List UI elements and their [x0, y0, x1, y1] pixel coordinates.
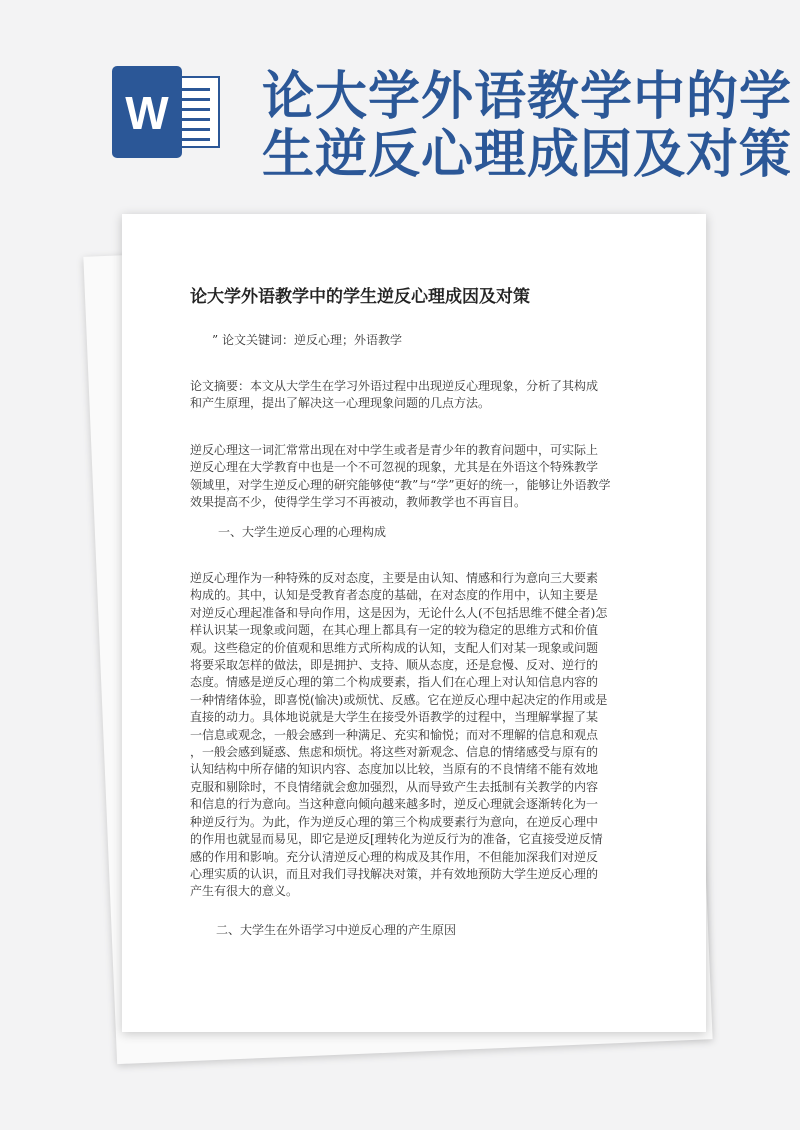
banner: [0, 0, 800, 200]
document-title: 论大学外语教学中的学生逆反心理成因及对策: [190, 287, 530, 307]
body-line: 一种情绪体验，即喜悦(愉决)或烦忧、反感。它在逆反心理中起决定的作用或是: [190, 692, 608, 707]
body-line: 直接的动力。具体地说就是大学生在接受外语教学的过程中，当理解掌握了某: [190, 710, 599, 725]
banner-title-line-1: 论大学外语教学中的学: [262, 66, 793, 127]
body-line: 认知结构中所存储的知识内容、态度加以比较，当原有的不良情绪不能有效地: [190, 762, 599, 777]
body-line: 的作用也就显而易见，即它是逆反[理转化为逆反行为的准备，它直接受逆反情: [190, 832, 603, 847]
banner-title-line-2: 生逆反心理成因及对策: [262, 124, 793, 185]
body-line: 一信息或观念，一般会感到一种满足、充实和愉悦；而对不理解的信息和观点: [190, 727, 599, 742]
body-line: 逆反心理作为一种特殊的反对态度，主要是由认知、情感和行为意向三大要素: [190, 571, 599, 585]
intro-line: 效果提高不少，使得学生学习不再被动，教师教学也不再盲目。: [190, 495, 527, 510]
section-heading-2: 二、大学生在外语学习中逆反心理的产生原因: [216, 923, 457, 937]
intro-line: 逆反心理在大学教育中也是一个不可忽视的现象，尤其是在外语这个特殊教学: [190, 460, 599, 475]
body-line: 心理实质的认识，而且对我们寻找解决对策，并有效地预防大学生逆反心理的: [190, 866, 599, 881]
body-line: 样认识某一现象或问题，在其心理上都具有一定的较为稳定的思维方式和价值: [190, 623, 599, 638]
intro-line: 逆反心理这一词汇常常出现在对中学生或者是青少年的教育问题中，可实际上: [190, 443, 599, 457]
abstract-line: 和产生原理，提出了解决这一心理现象问题的几点方法。: [190, 396, 491, 411]
word-document-icon: [114, 68, 222, 156]
body-line: 构成的。其中，认知是受教育者态度的基础，在对态度的作用中，认知主要是: [190, 588, 599, 603]
body-line: 感的作用和影响。充分认清逆反心理的构成及其作用，不但能加深我们对逆反: [190, 849, 599, 864]
body-line: 种逆反行为。为此，作为逆反心理的第三个构成要素行为意向，在逆反心理中: [190, 814, 599, 829]
body-line: 态度。情感是逆反心理的第二个构成要素，指人们在心理上对认知信息内容的: [190, 675, 599, 690]
abstract-paragraph: [190, 378, 598, 413]
intro-paragraph: [190, 442, 611, 512]
section-1-paragraph: [190, 570, 607, 901]
intro-line: 领域里，对学生逆反心理的研究能够使“教”与“学”更好的统一，能够让外语教学: [190, 477, 611, 492]
body-line: 产生有很大的意义。: [190, 884, 299, 899]
body-line: 对逆反心理起准备和导向作用，这是因为，无论什么人(不包括思维不健全者)怎: [190, 605, 608, 620]
word-logo-tile: [114, 68, 180, 156]
abstract-line: 论文摘要：本文从大学生在学习外语过程中出现逆反心理现象，分析了其构成: [190, 379, 599, 393]
body-line: 观。这些稳定的价值观和思维方式所构成的认知，支配人们对某一现象或问题: [190, 640, 599, 655]
body-line: 和信息的行为意向。当这种意向倾向越来越多时，逆反心理就会逐渐转化为一: [190, 797, 599, 812]
body-line: ，一般会感到疑惑、焦虑和烦忧。将这些对新观念、信息的情绪感受与原有的: [190, 745, 599, 760]
body-line: 将要采取怎样的做法，即是拥护、支持、顺从态度，还是怠慢、反对、逆行的: [190, 658, 599, 673]
section-heading-1: 一、大学生逆反心理的心理构成: [218, 525, 387, 539]
body-line: 克服和剔除时，不良情绪就会愈加强烈，从而导致产生去抵制有关教学的内容: [190, 779, 599, 794]
keywords-line: ” 论文关键词：逆反心理；外语教学: [212, 333, 402, 347]
word-logo-letter: W: [125, 87, 169, 139]
